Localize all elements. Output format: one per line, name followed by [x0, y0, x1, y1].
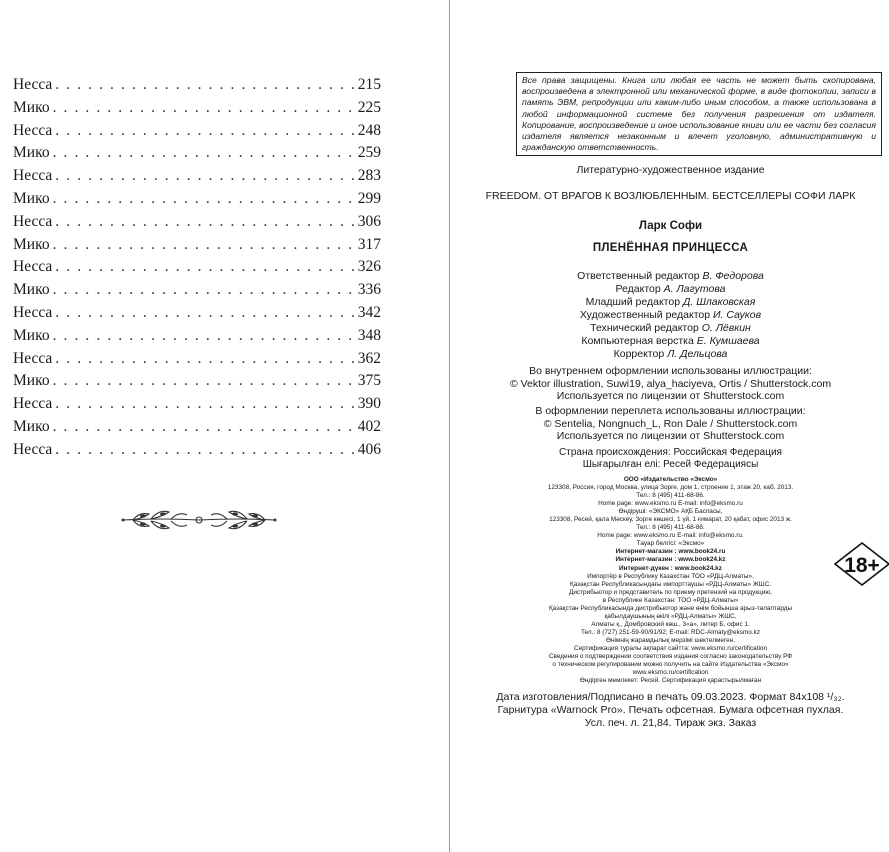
toc-entry — [13, 395, 381, 418]
toc-chapter-name: Мико — [13, 281, 50, 299]
toc-page-number: 375 — [357, 372, 381, 390]
publisher-line — [452, 500, 889, 508]
toc-leader-dots — [55, 122, 354, 140]
publisher-line-text: о техническом регулировании можно получить на сайте Издательства «Эксмо» — [552, 661, 789, 669]
publisher-line-text: Тел.: 8 (495) 411-68-86. — [636, 492, 705, 500]
publisher-line-text: Дистрибьютор и представитель по приему претензий на продукцию, — [569, 588, 772, 596]
toc-chapter-name: Несса — [13, 303, 53, 321]
toc-leader-dots — [55, 258, 354, 276]
toc-leader-dots — [53, 281, 355, 299]
toc-leader-dots — [53, 144, 355, 162]
interior-illustration-credits — [452, 365, 889, 403]
country-of-origin — [452, 447, 889, 471]
publisher-line-text: Сертификация туралы ақпарат сайтта: www.eksmo.ru/certification — [573, 644, 768, 652]
credit-name: Д. Шлаковская — [682, 296, 756, 308]
toc-chapter-name: Мико — [13, 98, 50, 116]
right-page — [452, 0, 889, 852]
toc-chapter-name: Мико — [13, 189, 50, 207]
publisher-line — [452, 516, 889, 524]
illustration-credit-line: Используется по лицензии от Shutterstock.com — [556, 390, 785, 402]
toc-chapter-name: Несса — [13, 349, 53, 367]
publisher-line — [452, 524, 889, 532]
toc-leader-dots — [55, 395, 354, 413]
publisher-line — [452, 476, 889, 484]
floral-ornament — [119, 506, 279, 534]
publisher-line-text: Импортёр в Республику Казахстан ТОО «РДЦ-Алматы». — [587, 572, 754, 580]
credit-name: Е. Кумшаева — [696, 335, 760, 347]
publisher-line — [452, 621, 889, 629]
credit-name: Л. Дельцова — [667, 348, 728, 360]
toc-chapter-name: Несса — [13, 121, 53, 139]
genre-line: Литературно-художественное издание — [576, 164, 765, 176]
credit-role: Компьютерная верстка — [581, 335, 694, 347]
toc-entry — [13, 122, 381, 145]
toc-page-number: 317 — [357, 235, 381, 253]
toc-chapter-name: Несса — [13, 395, 53, 413]
credit-name: В. Федорова — [702, 270, 764, 282]
publisher-line — [452, 492, 889, 500]
toc-leader-dots — [55, 350, 354, 368]
publisher-line — [452, 613, 889, 621]
publisher-line — [452, 548, 889, 556]
credit-name: И. Сауков — [713, 309, 762, 321]
publisher-line — [452, 677, 889, 685]
toc-leader-dots — [55, 213, 354, 231]
book-title: ПЛЕНЁННАЯ ПРИНЦЕССА — [592, 242, 749, 254]
toc-page-number: 283 — [357, 167, 381, 185]
toc-page-number: 259 — [357, 144, 381, 162]
toc-entry — [13, 76, 381, 99]
toc-leader-dots — [53, 190, 355, 208]
toc-page-number: 406 — [357, 440, 381, 458]
toc-entry — [13, 441, 381, 464]
credit-role: Художественный редактор — [579, 309, 711, 321]
publisher-line — [452, 589, 889, 597]
publisher-line-text: Тел.: 8 (495) 411-68-86. — [636, 524, 705, 532]
publisher-line-text: Home page: www.eksmo.ru E-mail: info@eksmo.ru — [598, 500, 743, 508]
toc-chapter-name: Мико — [13, 235, 50, 253]
toc-entry — [13, 213, 381, 236]
publisher-line-text: Home page: www.eksmo.ru E-mail: info@eksmo.ru. — [597, 532, 744, 540]
publisher-line — [452, 669, 889, 677]
credit-line — [452, 348, 889, 361]
publisher-line — [452, 556, 889, 564]
credit-line — [452, 335, 889, 348]
toc-page-number: 342 — [357, 303, 381, 321]
age-rating-badge — [834, 542, 889, 586]
toc-entry — [13, 99, 381, 122]
toc-chapter-name: Несса — [13, 212, 53, 230]
toc-page-number: 248 — [357, 121, 381, 139]
toc-entry — [13, 258, 381, 281]
toc-leader-dots — [53, 418, 355, 436]
toc-chapter-name: Несса — [13, 76, 53, 93]
publisher-line-text: Интернет-магазин : www.book24.ru — [615, 548, 726, 556]
publisher-line — [452, 565, 889, 573]
print-info-line: Усл. печ. л. 21,84. Тираж экз. Заказ — [584, 717, 757, 729]
toc-leader-dots — [55, 76, 354, 94]
publisher-line-text: Алматы қ., Домбровский көш., 3«а», литер Б, офис 1. — [591, 620, 750, 628]
illustration-credit-line: © Sentelia, Nongnuch_L, Ron Dale / Shutterstock.com — [543, 417, 798, 430]
toc-page-number: 306 — [357, 212, 381, 230]
publisher-line-text: Тел.: 8 (727) 251-59-90/91/92; E-mail: RDC-Almaty@eksmo.kz — [580, 628, 761, 636]
publisher-line-text: 123308, Ресей, қала Мәскеу, Зорге көшесі, 1 үй, 1 ғимарат, 20 қабат, офис 2013 ж. — [549, 516, 792, 524]
publisher-line-text: Өндіруші: «ЭКСМО» АҚБ Баспасы, — [618, 508, 723, 516]
publisher-line-text: www.eksmo.ru/certification — [632, 669, 709, 677]
illustration-credit-line: В оформлении переплета использованы иллюстрации: — [535, 405, 806, 417]
publisher-line — [452, 653, 889, 661]
publisher-line-text: Интернет-магазин : www.book24.kz — [615, 556, 726, 564]
toc-entry — [13, 236, 381, 259]
toc-entry — [13, 418, 381, 441]
cover-illustration-credits — [452, 405, 889, 443]
credit-line — [452, 296, 889, 309]
toc-page-number: 402 — [357, 417, 381, 435]
publisher-line-text: Қазақстан Республикасында дистрибьютор және өнім бойынша арыз-талаптарды — [548, 604, 793, 612]
credit-name: А. Лагутова — [663, 283, 726, 295]
series-line: FREEDOM. ОТ ВРАГОВ К ВОЗЛЮБЛЕННЫМ. БЕСТСЕЛЛЕРЫ СОФИ ЛАРК — [485, 190, 856, 202]
credit-line — [452, 270, 889, 283]
toc-entry — [13, 372, 381, 395]
toc-chapter-name: Мико — [13, 326, 50, 344]
toc-chapter-name: Несса — [13, 440, 53, 458]
publisher-line-text: 123308, Россия, город Москва, улица Зорге, дом 1, строение 1, этаж 20, каб. 2013. — [547, 484, 794, 492]
toc-leader-dots — [55, 167, 354, 185]
credit-line — [452, 283, 889, 296]
illustration-credit-line: © Vektor illustration, Suwi19, alya_haciyeva, Ortis / Shutterstock.com — [509, 377, 832, 390]
publisher-line — [452, 540, 889, 548]
publisher-line-text: қабылдаушының өкілі «РДЦ-Алматы» ЖШС, — [604, 612, 737, 620]
toc-page-number: 390 — [357, 395, 381, 413]
origin-line: Страна происхождения: Российская Федерация — [559, 447, 782, 458]
credit-role: Младший редактор — [585, 296, 681, 308]
toc-page-number: 348 — [357, 326, 381, 344]
toc-entry — [13, 327, 381, 350]
credit-role: Ответственный редактор — [577, 270, 700, 282]
print-info — [452, 691, 889, 730]
toc-leader-dots — [53, 372, 355, 390]
editorial-credits — [452, 270, 889, 361]
toc-entry — [13, 350, 381, 373]
publisher-line-text: в Республике Казахстан: ТОО «РДЦ-Алматы» — [602, 596, 739, 604]
toc-page-number: 336 — [357, 281, 381, 299]
author-name: Ларк Софи — [638, 220, 703, 232]
toc-entry — [13, 304, 381, 327]
toc-chapter-name: Несса — [13, 167, 53, 185]
toc-entry — [13, 144, 381, 167]
publisher-line — [452, 573, 889, 581]
credit-line — [452, 322, 889, 335]
publisher-line-text: Өндірген мемлекет: Ресей. Сертификация қарастырылмаған — [579, 677, 762, 685]
toc-page-number: 299 — [357, 189, 381, 207]
publisher-line — [452, 645, 889, 653]
toc-page-number: 362 — [357, 349, 381, 367]
publisher-line — [452, 597, 889, 605]
illustration-credit-line: Во внутреннем оформлении использованы иллюстрации: — [529, 365, 812, 377]
age-rating-text: 18+ — [844, 554, 880, 577]
toc-entry — [13, 190, 381, 213]
publisher-line-text: Өнімнің жарамдылық мерзімі шектелмеген. — [606, 636, 735, 644]
credit-role: Корректор — [613, 348, 665, 360]
publisher-line — [452, 484, 889, 492]
toc-leader-dots — [55, 441, 354, 459]
illustration-credit-line: Используется по лицензии от Shutterstock.com — [556, 430, 785, 442]
toc-page-number: 225 — [357, 98, 381, 116]
toc-chapter-name: Мико — [13, 417, 50, 435]
rights-notice: Все права защищены. Книга или любая ее часть не может быть скопирована, воспроизведена в электронной или механической форме, в виде фотокопии, записи в память ЭВМ, репродукции или каким-либо иным способом, а также использована в любой информационной системе без получения разрешения от издателя. Копирование, воспроизведение и иное использование книги или ее части без согласия издателя является незаконным и влечет уголовную, административную и гражданскую ответственность. — [516, 72, 882, 156]
origin-line: Шығарылған елі: Ресей Федерациясы — [582, 459, 759, 470]
toc-page-number: 326 — [357, 258, 381, 276]
publisher-line — [452, 605, 889, 613]
print-info-line: Гарнитура «Warnock Pro». Печать офсетная. Бумага офсетная пухлая. — [497, 704, 844, 716]
toc-leader-dots — [53, 99, 355, 117]
publisher-line — [452, 581, 889, 589]
page-divider — [449, 0, 450, 852]
toc-chapter-name: Несса — [13, 258, 53, 276]
publisher-line — [452, 629, 889, 637]
publisher-line-text: Тауар белгісі: «Эксмо» — [636, 540, 705, 548]
publisher-line-text: Интернет-дүкен : www.book24.kz — [619, 564, 722, 572]
toc-page-number: 215 — [357, 76, 381, 93]
publisher-line-text: Қазақстан Республикасындағы импорттаушы «РДЦ-Алматы» ЖШС. — [569, 580, 772, 588]
toc-chapter-name: Мико — [13, 144, 50, 162]
toc-leader-dots — [55, 304, 354, 322]
credit-role: Технический редактор — [590, 322, 699, 334]
toc-leader-dots — [53, 236, 355, 254]
credit-role: Редактор — [615, 283, 661, 295]
publisher-info — [452, 476, 889, 685]
table-of-contents — [13, 76, 381, 464]
publisher-line — [452, 661, 889, 669]
toc-entry — [13, 281, 381, 304]
print-info-line: Дата изготовления/Подписано в печать 09.03.2023. Формат 84x108 ¹/₃₂. — [496, 691, 845, 703]
credit-line — [452, 309, 889, 322]
publisher-line — [452, 637, 889, 645]
publisher-line-text: ООО «Издательство «Эксмо» — [623, 476, 718, 483]
toc-entry — [13, 167, 381, 190]
toc-leader-dots — [53, 327, 355, 345]
credit-name: О. Лёвкин — [701, 322, 751, 334]
toc-chapter-name: Мико — [13, 372, 50, 390]
publisher-line-text: Сведения о подтверждении соответствия издания согласно законодательству РФ — [548, 653, 793, 661]
